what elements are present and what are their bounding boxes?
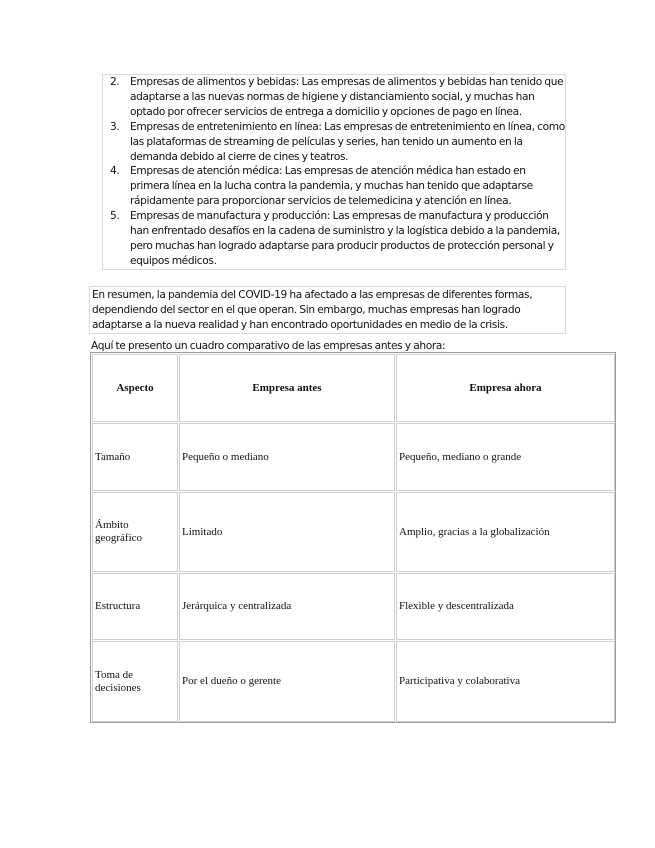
list-item-text: Empresas de manufactura y producción: Las empresas de manufactura y producción han enfrentado desafíos en la cadena de suministro y la logística debido a la pandemia, pero muchas han logrado adaptarse para producir productos de protección personal y equipos médicos.	[130, 210, 560, 267]
list-item-text: Empresas de alimentos y bebidas: Las empresas de alimentos y bebidas han tenido que adaptarse a las nuevas normas de higiene y distanciamiento social, y muchas han optado por ofrecer servicios de entrega a domicilio y opciones de pago en línea.	[130, 76, 564, 118]
list-item-text: Empresas de entretenimiento en línea: Las empresas de entretenimiento en línea, como las plataformas de streaming de películas y series, han tenido un aumento en la demanda debido al cierre de cines y teatros.	[130, 120, 565, 163]
table-header-aspecto: Aspecto	[92, 354, 178, 422]
table-cell-now: Participativa y colaborativa	[396, 641, 615, 722]
table-header-empresa-ahora: Empresa ahora	[396, 354, 615, 422]
list-item	[103, 164, 565, 209]
list-item-number: 4.	[110, 165, 120, 178]
table-cell-now: Pequeño, mediano o grande	[396, 423, 615, 491]
list-item	[103, 75, 565, 120]
comparison-table	[90, 352, 616, 723]
table-intro-text: Aquí te presento un cuadro comparativo de las empresas antes y ahora:	[91, 340, 446, 352]
list-item-text: Empresas de atención médica: Las empresas de atención médica han estado en primera línea en la lucha contra la pandemia, y muchas han tenido que adaptarse rápidamente para proporcionar servicios de telemedicina y atención en línea.	[130, 165, 533, 208]
summary-paragraph: En resumen, la pandemia del COVID-19 ha afectado a las empresas de diferentes formas, dependiendo del sector en el que operan. Sin embargo, muchas empresas han logrado adaptarse a la nueva realidad y han encontrado oportunidades en medio de la crisis.	[89, 286, 566, 334]
list-item-number: 3.	[110, 120, 120, 133]
list-item	[103, 120, 565, 165]
table-cell-before: Limitado	[179, 492, 395, 572]
list-item	[103, 209, 565, 269]
table-header-empresa-antes: Empresa antes	[179, 354, 395, 422]
list-item-number: 5.	[110, 210, 120, 223]
table-cell-before: Por el dueño o gerente	[179, 641, 395, 722]
business-sector-list	[103, 75, 565, 269]
table-cell-aspect: Estructura	[92, 573, 178, 640]
table-cell-now: Flexible y descentralizada	[396, 573, 615, 640]
table-cell-before: Jerárquica y centralizada	[179, 573, 395, 640]
table-cell-aspect: Toma de decisiones	[92, 641, 178, 722]
table-cell-now: Amplio, gracias a la globalización	[396, 492, 615, 572]
table-cell-aspect: Ámbito geográfico	[92, 492, 178, 572]
numbered-list-box	[102, 74, 566, 270]
list-item-number: 2.	[110, 76, 120, 88]
table-cell-aspect: Tamaño	[92, 423, 178, 491]
table-cell-before: Pequeño o mediano	[179, 423, 395, 491]
